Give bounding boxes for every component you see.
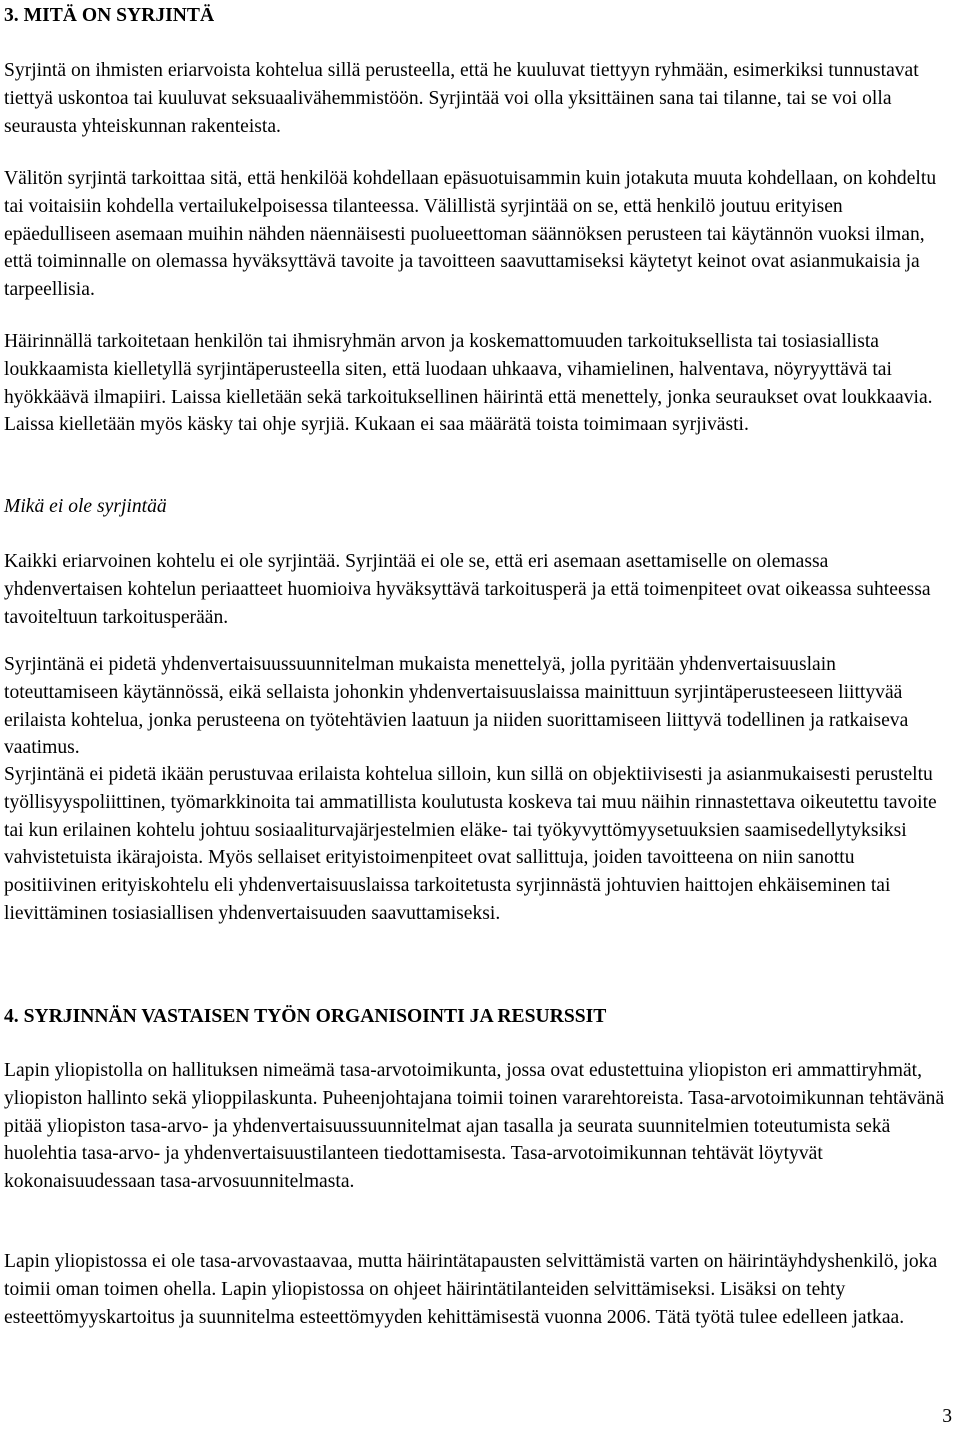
subheading-not-discrimination: Mikä ei ole syrjintää <box>4 496 167 517</box>
section-3-heading: 3. MITÄ ON SYRJINTÄ <box>4 5 215 26</box>
section-3-paragraph-1: Syrjintä on ihmisten eriarvoista kohtelua sillä perusteella, että he kuuluvat tiettyyn ryhmään, esimerkiksi tunnustavat tiettyä uskontoa tai kuuluvat seksuaalivähemmistöön. Syrjintää voi olla yksittäinen sana tai tilanne, tai se voi olla seurausta yhteiskunnan rakenteista. <box>4 60 919 137</box>
section-3-paragraph-2: Välitön syrjintä tarkoittaa sitä, että henkilöä kohdellaan epäsuotuisammin kuin jotakuta muuta kohdellaan, on kohdeltu tai voitaisiin kohdella vertailukelpoisessa tilanteessa. Välillistä syrjintää on se, että henkilö joutuu erityisen epäedulliseen asemaan muihin nähden näennäisesti puolueettoman säännöksen perusteen tai käytännön vuoksi ilman, että toiminnalle on olemassa hyväksyttävä tavoite ja tavoitteen saavuttamiseksi käytetyt keinot ovat asianmukaisia ja tarpeellisia. <box>4 168 937 301</box>
page-number: 3 <box>942 1406 952 1427</box>
section-3-paragraph-3: Häirinnällä tarkoitetaan henkilön tai ihmisryhmän arvon ja koskemattomuuden tarkoituksellista tai tosiasiallista loukkaamista kielletyllä syrjintäperusteella siten, että luodaan uhkaava, vihamielinen, halventava, nöyryyttävä tai hyökkäävä ilmapiiri. Laissa kielletään sekä tarkoituksellinen häirintä että menettely, jonka seuraukset ovat loukkaavia. Laissa kielletään myös käsky tai ohje syrjiä. Kukaan ei saa määrätä toista toimimaan syrjivästi. <box>4 331 933 436</box>
section-3-paragraph-4: Kaikki eriarvoinen kohtelu ei ole syrjintää. Syrjintää ei ole se, että eri asemaan asettamiselle on olemassa yhdenvertaisen kohtelun periaatteet huomioiva hyväksyttävä tarkoitusperä ja että toimenpiteet ovat oikeassa suhteessa tavoiteltuun tarkoitusperään. <box>4 551 931 628</box>
section-3-paragraph-6: Syrjintänä ei pidetä ikään perustuvaa erilaista kohtelua silloin, kun sillä on objektiivisesti ja asianmukaisesti perusteltu työllisyyspoliittinen, työmarkkinoita tai ammatillista koulutusta koskeva tai muu näihin rinnastettava oikeutettu tavoite tai kun erilainen kohtelu johtuu sosiaaliturvajärjestelmien eläke- tai työkyvyttömyysetuuksien saamisedellytyksiksi vahvistetuista ikärajoista. Myös sellaiset erityistoimenpiteet ovat sallittuja, joiden tavoitteena on niin sanottu positiivinen erityiskohtelu eli yhdenvertaisuuslaissa tarkoitetusta syrjinnästä johtuvien haittojen ehkäiseminen tai lievittäminen tosiasiallisen yhdenvertaisuuden saavuttamiseksi. <box>4 764 937 924</box>
section-4-paragraph-2: Lapin yliopistossa ei ole tasa-arvovastaavaa, mutta häirintätapausten selvittämistä varten on häirintäyhdyshenkilö, joka toimii oman toimen ohella. Lapin yliopistossa on ohjeet häirintätilanteiden selvittämiseksi. Lisäksi on tehty esteettömyyskartoitus ja suunnitelma esteettömyyden kehittämisestä vuonna 2006. Tätä työtä tulee edelleen jatkaa. <box>4 1251 938 1328</box>
section-4-paragraph-1: Lapin yliopistolla on hallituksen nimeämä tasa-arvotoimikunta, jossa ovat edustettuina yliopiston eri ammattiryhmät, yliopiston hallinto sekä ylioppilaskunta. Puheenjohtajana toimii toinen vararehtoreista. Tasa-arvotoimikunnan tehtävänä pitää yliopiston tasa-arvo- ja yhdenvertaisuussuunnitelmat ajan tasalla ja seurata suunnitelmien toteutumista sekä huolehtia tasa-arvo- ja yhdenvertaisuustilanteen tiedottamisesta. Tasa-arvotoimikunnan tehtävät löytyvät kokonaisuudessaan tasa-arvosuunnitelmasta. <box>4 1060 945 1193</box>
section-3-paragraph-5: Syrjintänä ei pidetä yhdenvertaisuussuunnitelman mukaista menettelyä, jolla pyritään yhdenvertaisuuslain toteuttamiseen käytännössä, eikä sellaista johonkin yhdenvertaisuuslaissa mainittuun syrjintäperusteeseen liittyvää erilaista kohtelua, jonka perusteena on työtehtävien laatuun ja niiden suorittamiseen liittyvä todellinen ja ratkaiseva vaatimus. <box>4 654 909 759</box>
section-4-heading: 4. SYRJINNÄN VASTAISEN TYÖN ORGANISOINTI JA RESURSSIT <box>4 1006 607 1027</box>
